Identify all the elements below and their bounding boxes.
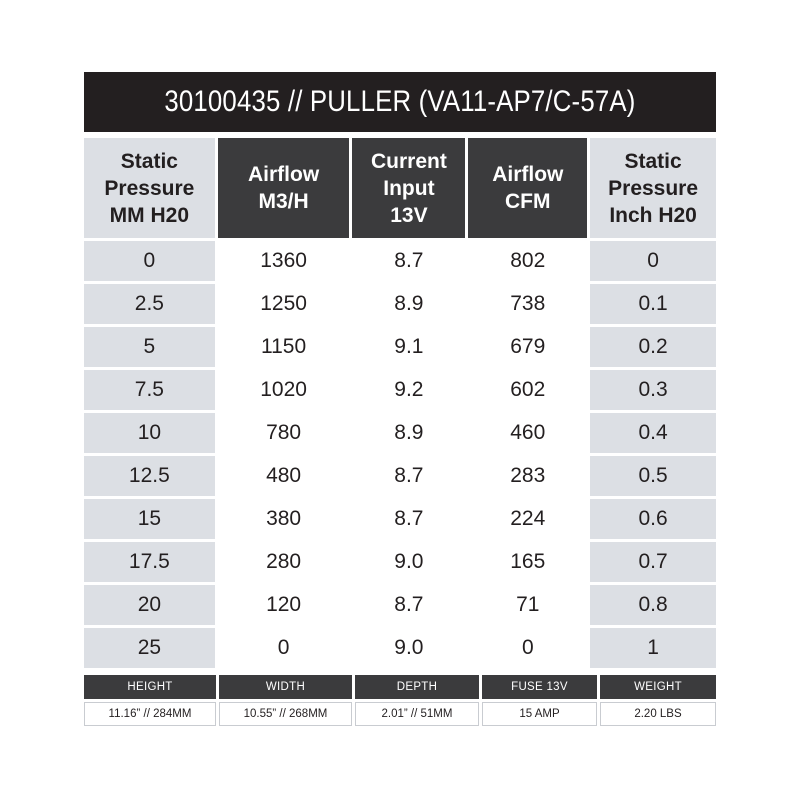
cell-current-input: 8.7 xyxy=(352,499,465,539)
spec-value-width: 10.55” // 268MM xyxy=(219,702,352,726)
cell-current-input: 9.0 xyxy=(352,628,465,668)
table-row xyxy=(84,413,716,453)
cell-airflow-cfm: 738 xyxy=(468,284,587,324)
cell-airflow-m3h: 280 xyxy=(218,542,350,582)
header-airflow-m3h xyxy=(218,138,350,238)
spec-label-height: HEIGHT xyxy=(84,675,216,699)
cell-static-pressure-mm: 10 xyxy=(84,413,215,453)
header-line: Static xyxy=(120,149,178,173)
cell-airflow-cfm: 165 xyxy=(468,542,587,582)
cell-static-pressure-mm: 12.5 xyxy=(84,456,215,496)
spec-sheet xyxy=(84,72,716,728)
header-line: M3/H xyxy=(258,190,309,213)
spec-label-width: WIDTH xyxy=(219,675,352,699)
header-line: CFM xyxy=(505,190,551,213)
header-line: Current xyxy=(370,149,447,173)
cell-current-input: 8.7 xyxy=(352,241,465,281)
table-row xyxy=(84,585,716,625)
table-row xyxy=(84,542,716,582)
cell-static-pressure-inch: 0.5 xyxy=(590,456,716,496)
spec-value-depth: 2.01” // 51MM xyxy=(355,702,479,726)
table-row xyxy=(84,499,716,539)
cell-airflow-m3h: 120 xyxy=(218,585,350,625)
header-line: Pressure xyxy=(104,176,195,200)
cell-airflow-m3h: 480 xyxy=(218,456,350,496)
cell-static-pressure-inch: 0 xyxy=(590,241,716,281)
cell-static-pressure-inch: 0.4 xyxy=(590,413,716,453)
table-row xyxy=(84,327,716,367)
cell-airflow-m3h: 780 xyxy=(218,413,350,453)
cell-static-pressure-mm: 15 xyxy=(84,499,215,539)
dimensions-header-row xyxy=(84,675,716,699)
header-static-pressure-inch xyxy=(590,138,716,238)
dimensions-table xyxy=(84,675,716,726)
cell-static-pressure-mm: 2.5 xyxy=(84,284,215,324)
header-line: Pressure xyxy=(608,176,699,200)
spec-value-height: 11.16” // 284MM xyxy=(84,702,216,726)
cell-airflow-cfm: 71 xyxy=(468,585,587,625)
header-static-pressure-mm xyxy=(84,138,215,238)
header-line: 13V xyxy=(390,203,428,227)
spec-label-depth: DEPTH xyxy=(355,675,479,699)
cell-current-input: 8.7 xyxy=(352,456,465,496)
cell-airflow-cfm: 460 xyxy=(468,413,587,453)
cell-static-pressure-mm: 5 xyxy=(84,327,215,367)
cell-current-input: 9.1 xyxy=(352,327,465,367)
header-line: Inch H20 xyxy=(609,203,697,227)
cell-current-input: 8.7 xyxy=(352,585,465,625)
cell-airflow-m3h: 0 xyxy=(218,628,350,668)
cell-static-pressure-inch: 0.7 xyxy=(590,542,716,582)
table-row xyxy=(84,284,716,324)
cell-current-input: 8.9 xyxy=(352,413,465,453)
cell-current-input: 9.0 xyxy=(352,542,465,582)
cell-current-input: 9.2 xyxy=(352,370,465,410)
cell-airflow-cfm: 224 xyxy=(468,499,587,539)
table-header-row xyxy=(84,138,716,238)
header-line: Input xyxy=(383,176,435,200)
cell-static-pressure-inch: 1 xyxy=(590,628,716,668)
cell-static-pressure-mm: 25 xyxy=(84,628,215,668)
cell-static-pressure-mm: 20 xyxy=(84,585,215,625)
cell-static-pressure-inch: 0.2 xyxy=(590,327,716,367)
cell-airflow-m3h: 1020 xyxy=(218,370,350,410)
cell-airflow-cfm: 679 xyxy=(468,327,587,367)
cell-static-pressure-mm: 0 xyxy=(84,241,215,281)
spec-value-weight: 2.20 LBS xyxy=(600,702,716,726)
header-line: Airflow xyxy=(248,163,320,186)
spec-label-weight: WEIGHT xyxy=(600,675,716,699)
product-title: 30100435 // PULLER (VA11-AP7/C-57A) xyxy=(164,85,636,118)
header-airflow-cfm xyxy=(468,138,587,238)
table-row xyxy=(84,241,716,281)
cell-static-pressure-inch: 0.8 xyxy=(590,585,716,625)
product-title-bar xyxy=(84,72,716,132)
cell-airflow-cfm: 602 xyxy=(468,370,587,410)
cell-airflow-cfm: 802 xyxy=(468,241,587,281)
table-row xyxy=(84,456,716,496)
cell-airflow-m3h: 1150 xyxy=(218,327,350,367)
cell-current-input: 8.9 xyxy=(352,284,465,324)
cell-airflow-m3h: 380 xyxy=(218,499,350,539)
header-line: Static xyxy=(624,149,682,173)
cell-static-pressure-inch: 0.6 xyxy=(590,499,716,539)
spec-label-fuse: FUSE 13V xyxy=(482,675,597,699)
table-row xyxy=(84,628,716,668)
cell-airflow-cfm: 283 xyxy=(468,456,587,496)
header-line: MM H20 xyxy=(109,203,190,227)
dimensions-value-row xyxy=(84,702,716,726)
spec-value-fuse: 15 AMP xyxy=(482,702,597,726)
cell-airflow-cfm: 0 xyxy=(468,628,587,668)
table-row xyxy=(84,370,716,410)
header-current-input xyxy=(352,138,465,238)
cell-static-pressure-mm: 7.5 xyxy=(84,370,215,410)
cell-static-pressure-mm: 17.5 xyxy=(84,542,215,582)
cell-static-pressure-inch: 0.3 xyxy=(590,370,716,410)
cell-airflow-m3h: 1250 xyxy=(218,284,350,324)
header-line: Airflow xyxy=(492,163,564,186)
cell-static-pressure-inch: 0.1 xyxy=(590,284,716,324)
cell-airflow-m3h: 1360 xyxy=(218,241,350,281)
